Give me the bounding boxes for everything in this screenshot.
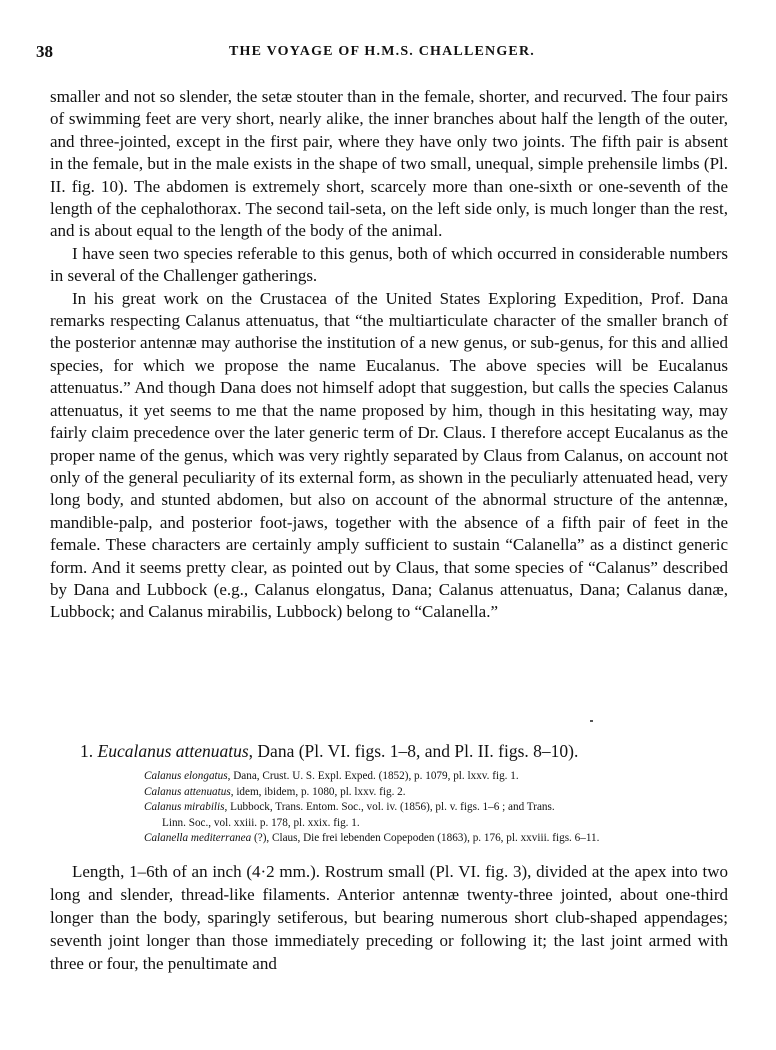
paragraph-3: In his great work on the Crustacea of the United States Exploring Expedition, Prof. Dana remarks respecting Calanus attenuatus, that “the multiarticulate character of the smaller branch of the posterior antennæ may authorise the institution of a new genus, or sub-genus, for this and allied species, for which we propose the name Eucalanus. The above species will be Eucalanus attenuatus.” And though Dana does not himself adopt that suggestion, but calls the species Calanus attenuatus, it yet seems to me that the name proposed by him, though in this hesitating way, may fairly claim precedence over the later generic term of Dr. Claus. I therefore accept Eucalanus as the proper name of the genus, which was very rightly separated by Claus from Calanus, on account not only of the general peculiarity of its external form, as shown in the peculiarly attenuated head, very long body, and stunted abdomen, but also on account of the abnormal structure of the antennæ, mandible-palp, and posterior foot-jaws, together with the absence of a fifth pair of feet in the female. These characters are certainly amply sufficient to sustain “Calanella” as a distinct generic form. And it seems pretty clear, as pointed out by Claus, that some species of “Calanus” described by Dana and Lubbock (e.g., Calanus elongatus, Dana; Calanus attenuatus, Dana; Calanus danæ, Lubbock; and Calanus mirabilis, Lubbock) belong to “Calanella.” (50, 288, 728, 622)
species-number: 1. (80, 741, 94, 761)
paragraph-2: I have seen two species referable to this genus, both of which occurred in considerable numbers in several of the Challenger gatherings. (50, 243, 728, 286)
synonym-entry (144, 831, 730, 847)
print-mark (590, 720, 593, 722)
description-paragraph: Length, 1–6th of an inch (4·2 mm.). Rostrum small (Pl. VI. fig. 3), divided at the apex into two long and slender, thread-like filaments. Anterior antennæ twenty-three jointed, about one-third longer than the body, sparingly setiferous, but bearing numerous short club-shaped appendages; seventh joint longer than those immediately preceding or following it; the last joint armed with three or four, the penultimate and (50, 862, 728, 973)
main-text (50, 86, 728, 624)
species-name: Eucalanus attenuatus (97, 741, 249, 761)
synonym-name: Calanella mediterranea (144, 832, 252, 845)
synonym-continuation: Linn. Soc., vol. xxiii. p. 178, pl. xxix. fig. 1. (162, 816, 360, 829)
synonym-name: Calanus attenuatus (144, 785, 231, 798)
synonym-name: Calanus elongatus (144, 770, 228, 782)
synonymy-list (144, 769, 730, 847)
species-description (50, 860, 728, 975)
species-reference: , Dana (Pl. VI. figs. 1–8, and Pl. II. figs. 8–10). (248, 741, 579, 761)
synonym-reference: , idem, ibidem, p. 1080, pl. lxxv. fig. 2. (230, 785, 406, 798)
species-heading (80, 741, 578, 762)
page-number: 38 (36, 42, 53, 61)
synonym-reference: , Dana, Crust. U. S. Expl. Exped. (1852), p. 1079, pl. lxxv. fig. 1. (227, 770, 519, 782)
synonym-reference: (?), Claus, Die frei lebenden Copepoden (1863), p. 176, pl. xxviii. figs. 6–11. (251, 832, 600, 845)
synonym-reference: , Lubbock, Trans. Entom. Soc., vol. iv. (1856), pl. v. figs. 1–6 ; and Trans. (224, 801, 555, 814)
synonym-entry (144, 800, 730, 816)
synonym-name: Calanus mirabilis (144, 801, 225, 814)
synonym-entry (144, 769, 730, 785)
running-title: THE VOYAGE OF H.M.S. CHALLENGER. (229, 44, 535, 59)
page-header (36, 42, 728, 70)
synonym-entry (144, 785, 730, 801)
paragraph-1: smaller and not so slender, the setæ stouter than in the female, shorter, and recurved. The four pairs of swimming feet are very short, nearly alike, the inner branches about half the length of the outer, and three-jointed, except in the first pair, where they have only two joints. The fifth pair is absent in the female, but in the male exists in the shape of two small, unequal, simple prehensile limbs (Pl. II. fig. 10). The abdomen is extremely short, scarcely more than one-sixth or one-seventh of the length of the cephalothorax. The second tail-seta, on the left side only, is much longer than the rest, and is about equal to the length of the body of the animal. (50, 87, 728, 241)
